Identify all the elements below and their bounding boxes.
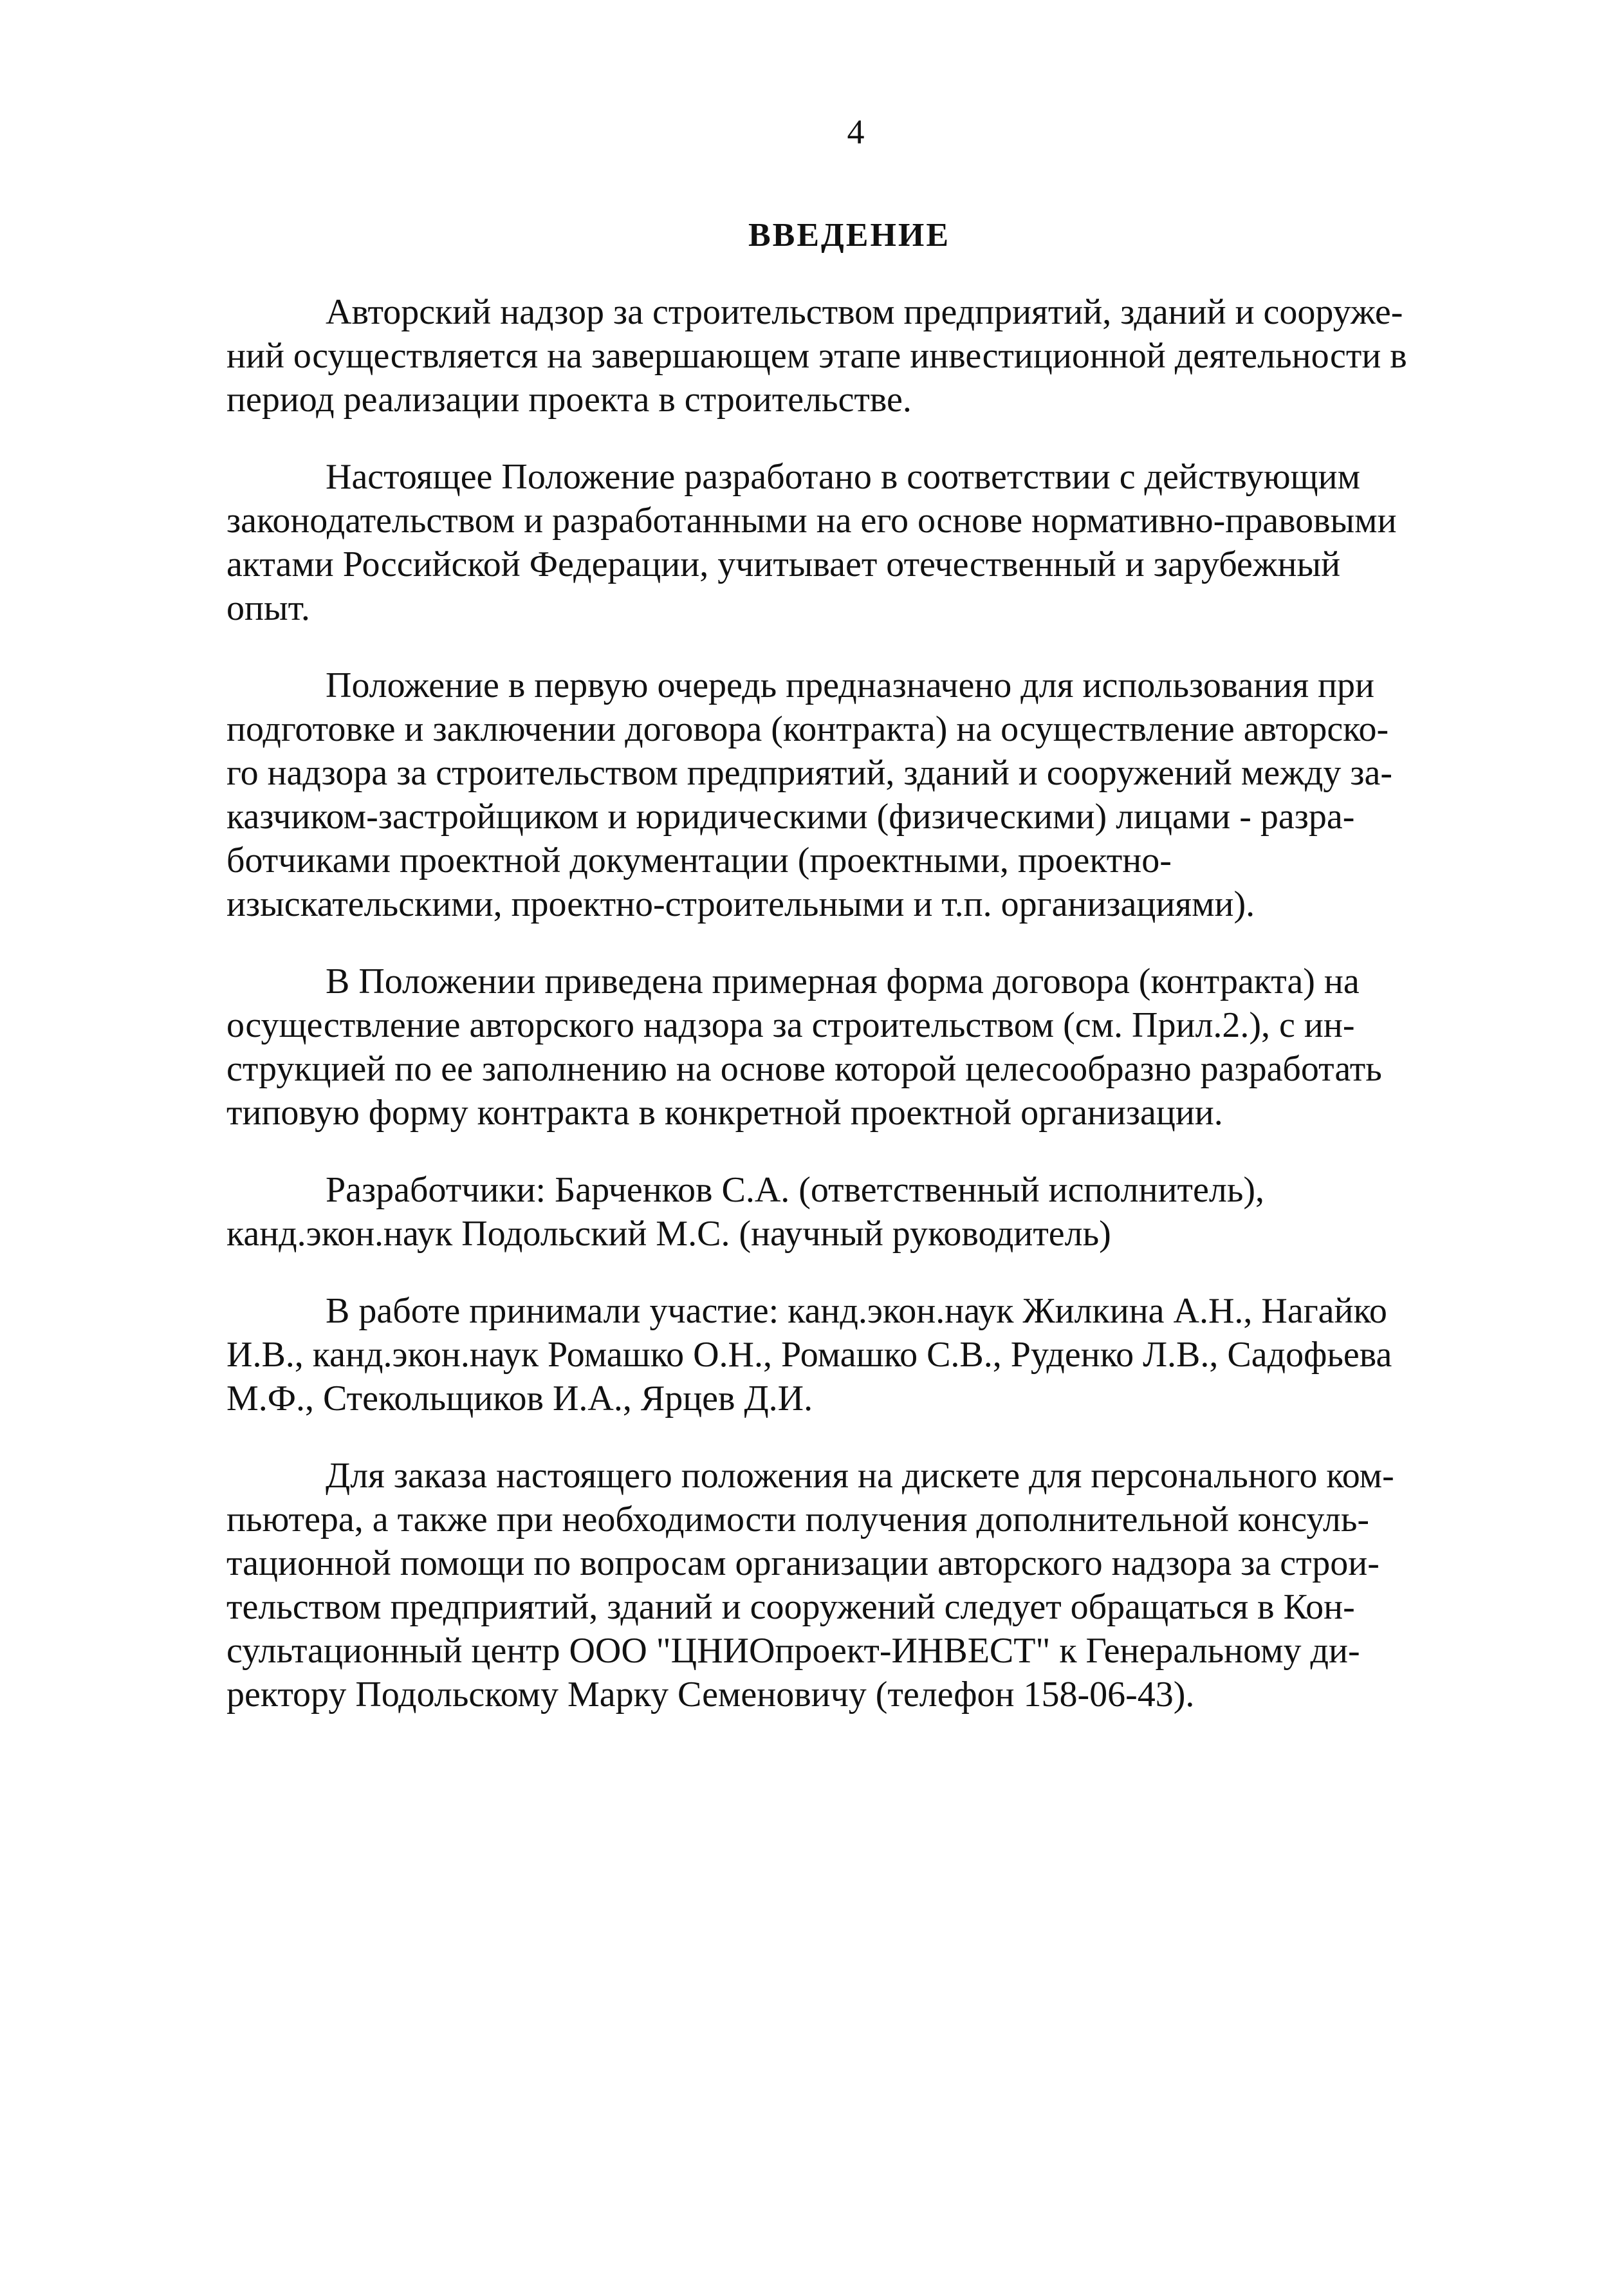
- page-title: ВВЕДЕНИЕ: [748, 217, 951, 254]
- text-line: тационной помощи по вопросам организации авторского надзора за строи-: [226, 1543, 1379, 1583]
- text-line: В Положении приведена примерная форма договора (контракта) на: [326, 962, 1360, 1001]
- page-number: 4: [847, 113, 865, 151]
- text-line: казчиком-застройщиком и юридическими (физическими) лицами - разра-: [226, 797, 1355, 837]
- text-line: период реализации проекта в строительстве.: [226, 380, 912, 420]
- text-line: подготовке и заключении договора (контракта) на осуществление авторско-: [226, 709, 1389, 749]
- text-line: типовую форму контракта в конкретной проектной организации.: [226, 1093, 1223, 1133]
- text-line: законодательством и разработанными на его основе нормативно-правовыми: [226, 501, 1397, 541]
- text-line: сультационный центр ООО "ЦНИОпроект-ИНВЕСТ" к Генеральному ди-: [226, 1631, 1360, 1671]
- text-line: ний осуществляется на завершающем этапе инвестиционной деятельности в: [226, 336, 1407, 376]
- text-line: ботчиками проектной документации (проектными, проектно-: [226, 841, 1172, 880]
- text-line: В работе принимали участие: канд.экон.наук Жилкина А.Н., Нагайко: [326, 1291, 1387, 1331]
- text-line: Для заказа настоящего положения на дискете для персонального ком-: [326, 1456, 1394, 1496]
- text-line: канд.экон.наук Подольский М.С. (научный руководитель): [226, 1214, 1111, 1254]
- text-line: М.Ф., Стекольщиков И.А., Ярцев Д.И.: [226, 1379, 813, 1418]
- text-line: го надзора за строительством предприятий, зданий и сооружений между за-: [226, 753, 1392, 793]
- text-line: опыт.: [226, 588, 310, 628]
- text-line: пьютера, а также при необходимости получения дополнительной консуль-: [226, 1500, 1370, 1539]
- text-line: Разработчики: Барченков С.А. (ответственный исполнитель),: [326, 1170, 1265, 1210]
- text-line: струкцией по ее заполнению на основе которой целесообразно разработать: [226, 1049, 1382, 1089]
- text-line: И.В., канд.экон.наук Ромашко О.Н., Ромашко С.В., Руденко Л.В., Садофьева: [226, 1335, 1392, 1375]
- text-line: актами Российской Федерации, учитывает отечественный и зарубежный: [226, 544, 1341, 584]
- text-line: тельством предприятий, зданий и сооружений следует обращаться в Кон-: [226, 1587, 1355, 1627]
- text-line: ректору Подольскому Марку Семеновичу (телефон 158-06-43).: [226, 1675, 1195, 1715]
- text-line: Настоящее Положение разработано в соответствии с действующим: [326, 457, 1361, 497]
- text-line: осуществление авторского надзора за строительством (см. Прил.2.), с ин-: [226, 1005, 1355, 1045]
- text-line: Авторский надзор за строительством предприятий, зданий и сооруже-: [326, 292, 1403, 332]
- text-line: изыскательскими, проектно-строительными и т.п. организациями).: [226, 884, 1255, 924]
- text-line: Положение в первую очередь предназначено для использования при: [326, 665, 1375, 705]
